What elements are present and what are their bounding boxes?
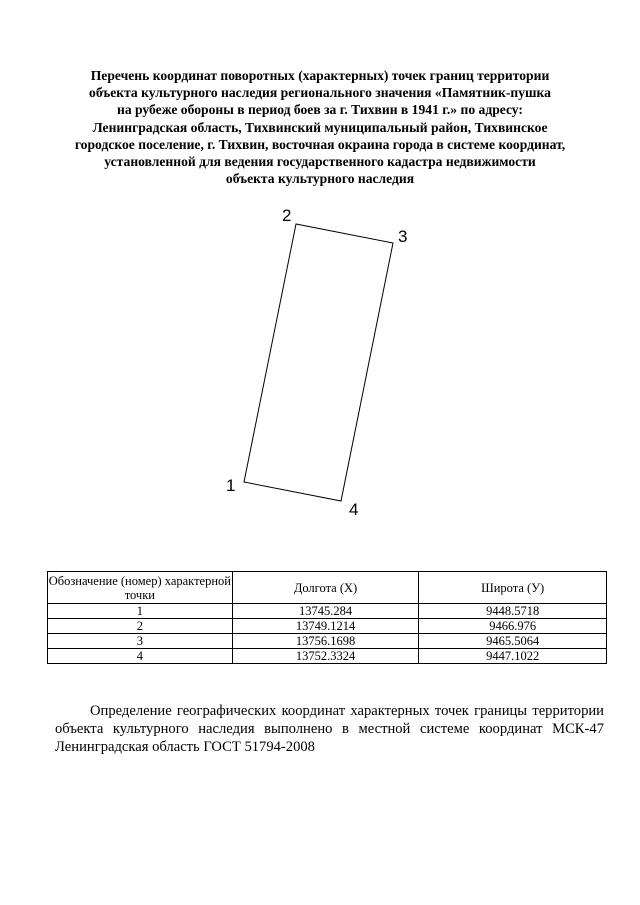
- point-label-4: 4: [349, 500, 359, 519]
- title-line: объекта культурного наследия: [225, 171, 415, 187]
- table-row: [48, 649, 607, 664]
- cell-x: 13752.3324: [232, 649, 419, 664]
- point-label-2: 2: [282, 206, 292, 225]
- cell-x: 13756.1698: [232, 634, 419, 649]
- header-longitude: Долгота (X): [232, 572, 419, 604]
- boundary-polygon: [244, 224, 393, 501]
- boundary-plan: [0, 195, 640, 525]
- point-label-3: 3: [398, 227, 408, 246]
- title-line: объекта культурного наследия регионального значения «Памятник-пушка: [89, 85, 551, 101]
- cell-y: 9465.5064: [419, 634, 607, 649]
- title-line: Перечень координат поворотных (характерных) точек границ территории: [90, 68, 550, 83]
- coordinate-system-note: Определение географических координат характерных точек границы территории объекта культурного наследия выполнено в местной системе координат МСК-47 Ленинградская область ГОСТ 51794-2008: [55, 702, 604, 756]
- coordinates-table: [47, 571, 607, 664]
- title-line: установленной для ведения государственного кадастра недвижимости: [104, 154, 536, 170]
- title-line: Ленинградская область, Тихвинский муниципальный район, Тихвинское: [92, 119, 548, 135]
- header-latitude: Широта (У): [419, 572, 607, 604]
- cell-point: 2: [48, 619, 233, 634]
- header-point-number: Обозначение (номер) характерной точки: [48, 573, 231, 602]
- cell-point: 4: [48, 649, 233, 664]
- table-header-row: [48, 572, 607, 604]
- cell-x: 13749.1214: [232, 619, 419, 634]
- cell-y: 9447.1022: [419, 649, 607, 664]
- cell-x: 13745.284: [232, 604, 419, 619]
- cell-point: 3: [48, 634, 233, 649]
- title-line: городское поселение, г. Тихвин, восточная окраина города в системе координат,: [74, 136, 566, 152]
- cell-point: 1: [48, 604, 233, 619]
- table-row: [48, 634, 607, 649]
- title-line: на рубеже обороны в период боев за г. Тихвин в 1941 г.» по адресу:: [117, 102, 523, 118]
- cell-y: 9466.976: [419, 619, 607, 634]
- table-row: [48, 619, 607, 634]
- table-row: [48, 604, 607, 619]
- point-label-1: 1: [226, 476, 236, 495]
- document-title: [40, 67, 600, 187]
- cell-y: 9448.5718: [419, 604, 607, 619]
